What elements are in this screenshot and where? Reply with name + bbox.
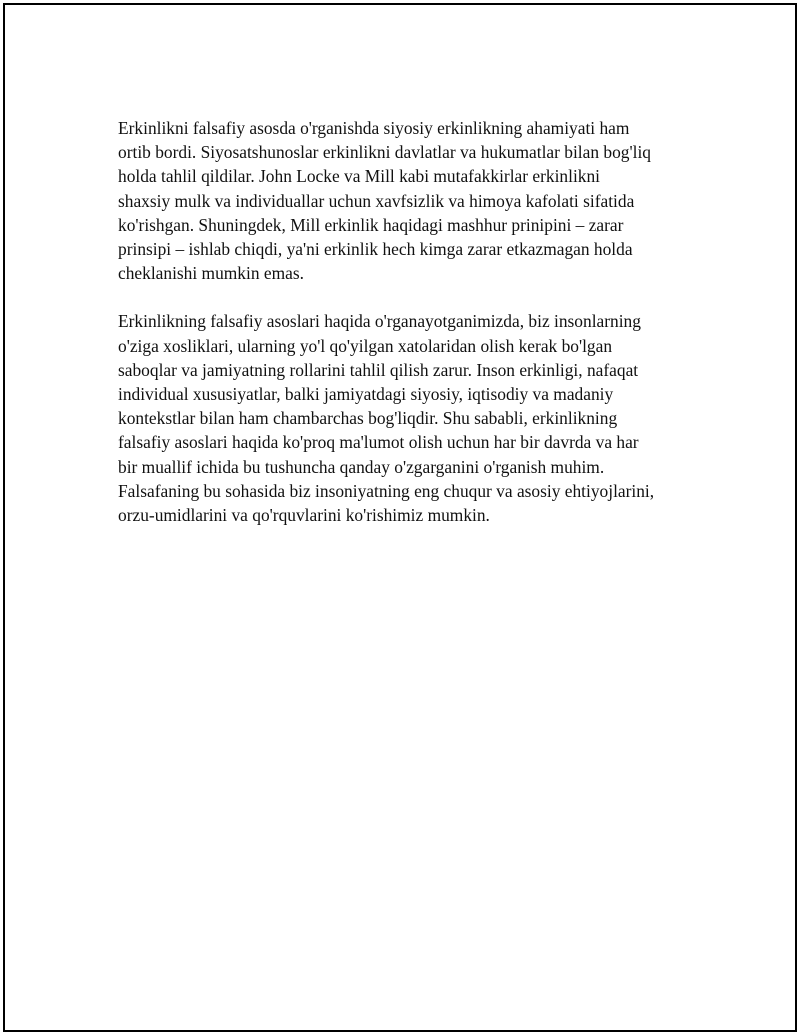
paragraph-1-line-4: shaxsiy mulk va individuallar uchun xavfsizlik va himoya kafolati sifatida <box>118 190 635 211</box>
paragraph-2-line-9: orzu-umidlarini va qo'rquvlarini ko'rishimiz mumkin. <box>118 505 490 526</box>
document-body <box>118 116 698 527</box>
paragraph-1-line-1: Erkinlikni falsafiy asosda o'rganishda siyosiy erkinlikning ahamiyati ham <box>118 118 630 138</box>
paragraph-2 <box>118 309 698 527</box>
paragraph-2-line-5: kontekstlar bilan ham chambarchas bog'liqdir. Shu sababli, erkinlikning <box>118 408 618 429</box>
paragraph-1-line-2: ortib bordi. Siyosatshunoslar erkinlikni davlatlar va hukumatlar bilan bog'liq <box>118 142 651 163</box>
paragraph-1 <box>118 116 698 285</box>
paragraph-2-line-3: saboqlar va jamiyatning rollarini tahlil qilish zarur. Inson erkinligi, nafaqat <box>118 359 639 380</box>
paragraph-2-line-7: bir muallif ichida bu tushuncha qanday o'zgarganini o'rganish muhim. <box>118 456 605 477</box>
paragraph-1-line-6: prinsipi – ishlab chiqdi, ya'ni erkinlik hech kimga zarar etkazmagan holda <box>118 239 633 260</box>
paragraph-2-line-2: o'ziga xosliklari, ularning yo'l qo'yilgan xatolaridan olish kerak bo'lgan <box>118 335 613 356</box>
paragraph-1-line-3: holda tahlil qildilar. John Locke va Mill kabi mutafakkirlar erkinlikni <box>118 166 600 187</box>
paragraph-2-line-1: Erkinlikning falsafiy asoslari haqida o'rganayotganimizda, biz insonlarning <box>118 311 641 332</box>
paragraph-2-line-6: falsafiy asoslari haqida ko'proq ma'lumot olish uchun har bir davrda va har <box>118 432 639 453</box>
paragraph-1-line-5: ko'rishgan. Shuningdek, Mill erkinlik haqidagi mashhur prinipini – zarar <box>118 214 624 235</box>
paragraph-1-line-7: cheklanishi mumkin emas. <box>118 263 304 284</box>
paragraph-2-line-4: individual xususiyatlar, balki jamiyatdagi siyosiy, iqtisodiy va madaniy <box>118 384 614 405</box>
paragraph-2-line-8: Falsafaning bu sohasida biz insoniyatning eng chuqur va asosiy ehtiyojlarini, <box>118 480 655 501</box>
